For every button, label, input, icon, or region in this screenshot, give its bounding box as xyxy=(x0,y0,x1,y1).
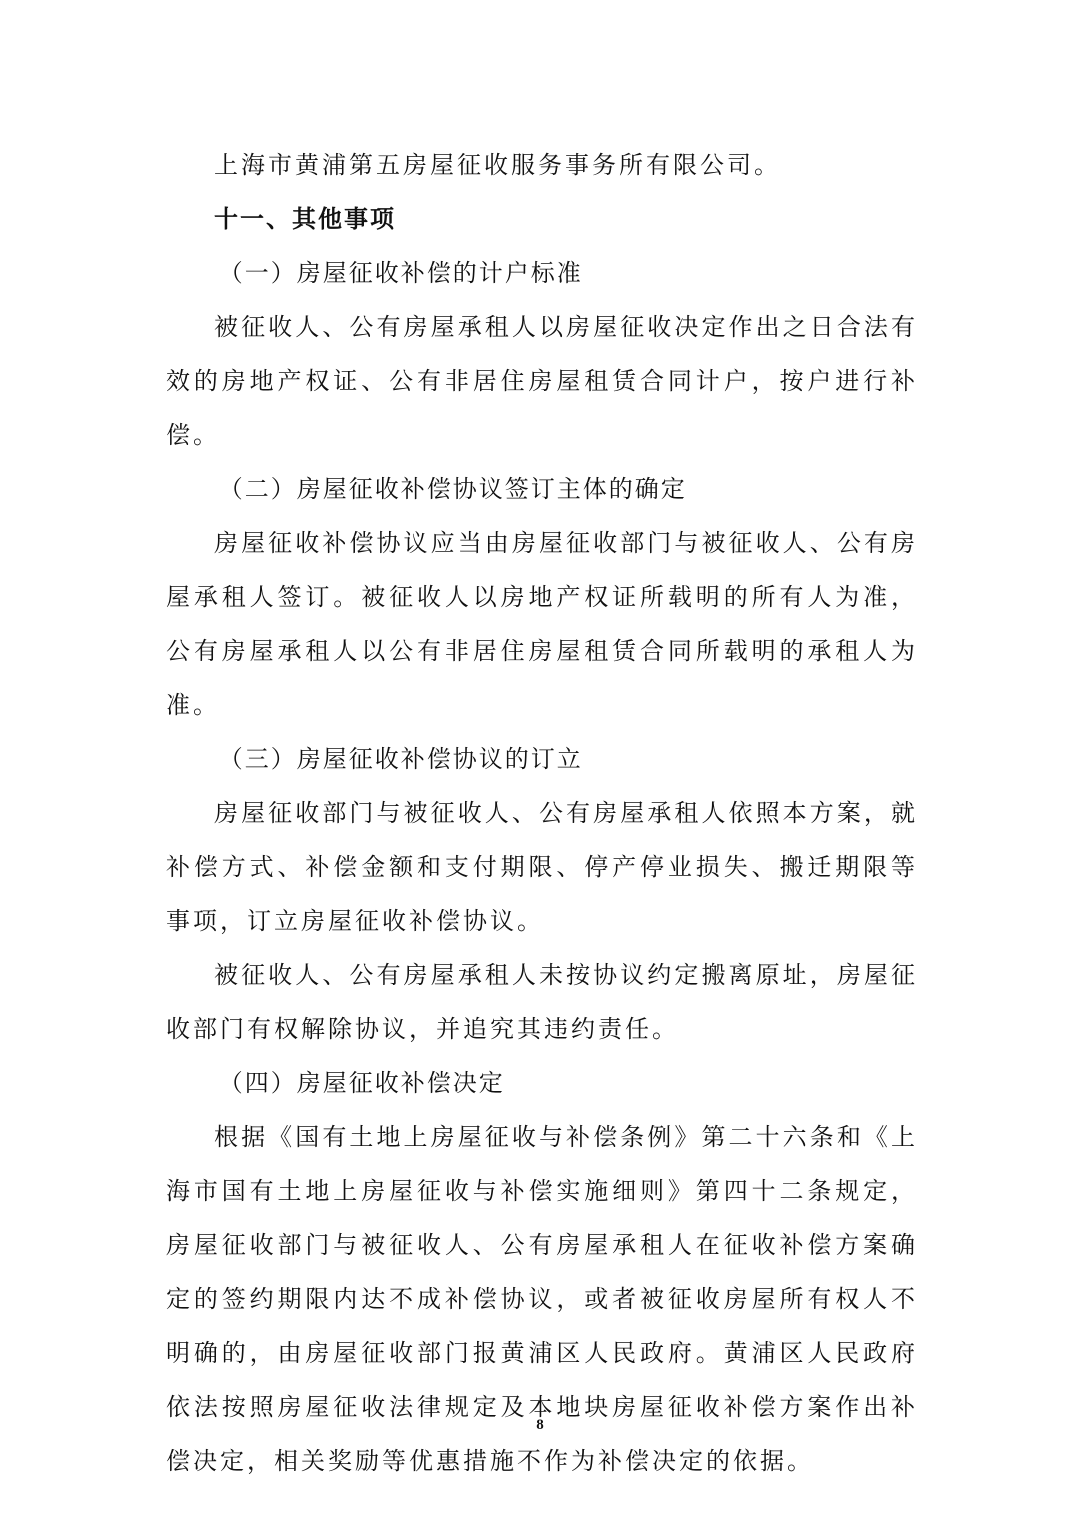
paragraph-signing-parties: 房屋征收补偿协议应当由房屋征收部门与被征收人、公有房屋承租人签订。被征收人以房地产权证所载明的所有人为准，公有房屋承租人以公有非居住房屋租赁合同所载明的承租人为准。 xyxy=(166,529,918,719)
paragraph-household-standard: 被征收人、公有房屋承租人以房屋征收决定作出之日合法有效的房地产权证、公有非居住房屋租赁合同计户，按户进行补偿。 xyxy=(166,313,918,449)
paragraph-compensation-decision: 根据《国有土地上房屋征收与补偿条例》第二十六条和《上海市国有土地上房屋征收与补偿实施细则》第四十二条规定，房屋征收部门与被征收人、公有房屋承租人在征收补偿方案确定的签约期限内达不成补偿协议，或者被征收房屋所有权人不明确的，由房屋征收部门报黄浦区人民政府。黄浦区人民政府依法按照房屋征收法律规定及本地块房屋征收补偿方案作出补偿决定，相关奖励等优惠措施不作为补偿决定的依据。 xyxy=(166,1123,918,1475)
subsection-heading-4: （四）房屋征收补偿决定 xyxy=(218,1069,505,1097)
paragraph-agreement-termination: 被征收人、公有房屋承租人未按协议约定搬离原址，房屋征收部门有权解除协议，并追究其违约责任。 xyxy=(166,961,918,1043)
subsection-heading-3: （三）房屋征收补偿协议的订立 xyxy=(218,745,583,773)
subsection-heading-1: （一）房屋征收补偿的计户标准 xyxy=(218,259,583,287)
page-number: 8 xyxy=(536,1417,544,1433)
section-heading-other-matters: 十一、其他事项 xyxy=(214,204,396,233)
paragraph-agreement-conclusion: 房屋征收部门与被征收人、公有房屋承租人依照本方案，就补偿方式、补偿金额和支付期限、停产停业损失、搬迁期限等事项，订立房屋征收补偿协议。 xyxy=(166,799,918,935)
document-body xyxy=(166,138,918,1488)
subsection-heading-2: （二）房屋征收补偿协议签订主体的确定 xyxy=(218,475,687,503)
paragraph-continuation: 上海市黄浦第五房屋征收服务事务所有限公司。 xyxy=(214,151,781,179)
